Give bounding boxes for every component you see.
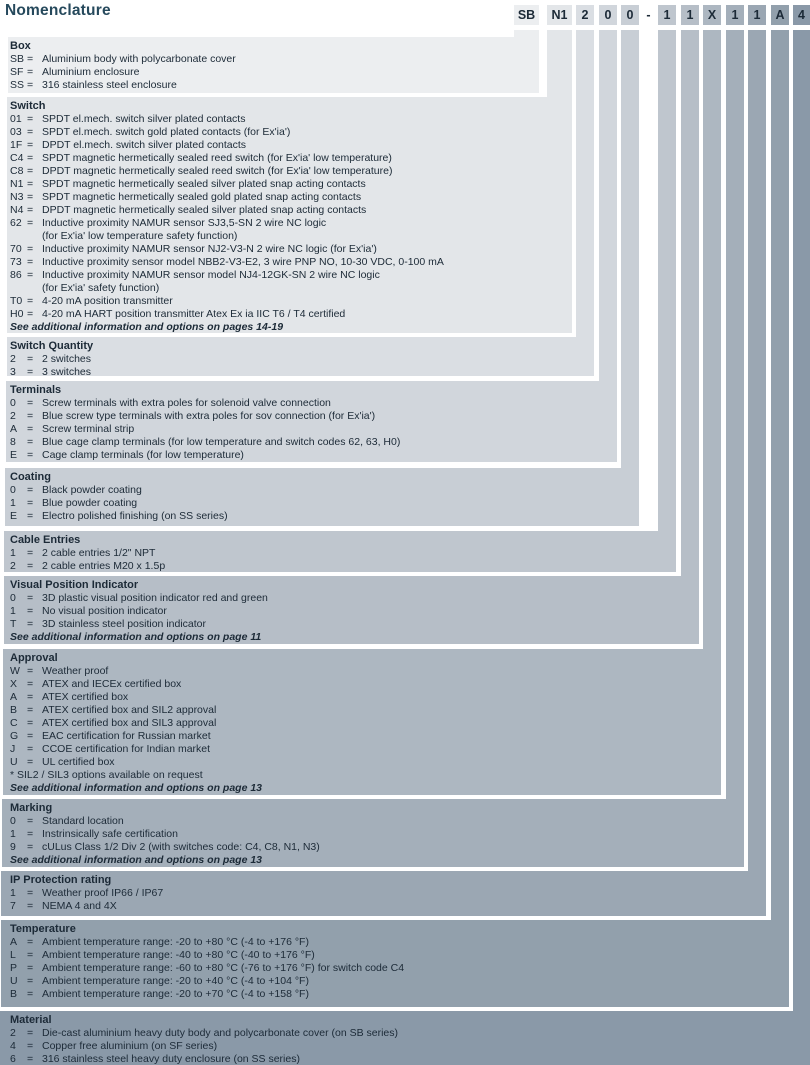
equals-sign bbox=[27, 230, 42, 243]
section-title: Coating bbox=[10, 471, 51, 483]
code-box-X-7: X bbox=[703, 5, 721, 25]
code-description: Electro polished finishing (on SS series) bbox=[42, 510, 228, 522]
equals-sign: = bbox=[27, 366, 34, 378]
code-value: G bbox=[10, 730, 19, 742]
code-column-strip-7 bbox=[703, 30, 721, 649]
code-value: W bbox=[10, 665, 20, 677]
code-row bbox=[10, 665, 721, 678]
code-description: Copper free aluminium (on SF series) bbox=[42, 1040, 218, 1052]
equals-sign: = bbox=[27, 113, 34, 125]
code-box-4-11: 4 bbox=[793, 5, 810, 25]
code-row bbox=[10, 79, 539, 92]
code-value: 0 bbox=[10, 484, 16, 496]
section-note: See additional information and options on pages 14-19 bbox=[10, 321, 284, 333]
code-value: C bbox=[10, 717, 18, 729]
code-value: A bbox=[10, 423, 18, 435]
section-title: Approval bbox=[10, 652, 58, 664]
equals-sign: = bbox=[27, 975, 34, 987]
code-row bbox=[10, 410, 617, 423]
code-row bbox=[10, 126, 572, 139]
section-title: Marking bbox=[10, 802, 53, 814]
code-value: H0 bbox=[10, 308, 24, 320]
equals-sign: = bbox=[27, 410, 34, 422]
equals-sign: = bbox=[27, 1027, 34, 1039]
code-value: 2 bbox=[10, 1027, 16, 1039]
code-row bbox=[10, 678, 721, 691]
code-description: 4-20 mA position transmitter bbox=[42, 295, 173, 307]
section-band-3 bbox=[6, 381, 617, 462]
code-value: 2 bbox=[10, 410, 16, 422]
code-description: SPDT magnetic hermetically sealed gold plated snap acting contacts bbox=[42, 191, 362, 203]
code-value: N1 bbox=[10, 178, 24, 190]
code-value: N4 bbox=[10, 204, 24, 216]
code-description: CCOE certification for Indian market bbox=[42, 743, 211, 755]
equals-sign: = bbox=[27, 79, 34, 91]
code-row bbox=[10, 691, 721, 704]
code-value: 3 bbox=[10, 366, 16, 378]
code-description: Inductive proximity sensor model NBB2-V3-E2, 3 wire PNP NO, 10-30 VDC, 0-100 mA bbox=[42, 256, 444, 268]
code-value bbox=[10, 230, 27, 243]
equals-sign: = bbox=[27, 256, 34, 268]
code-row bbox=[10, 204, 572, 217]
code-value: A bbox=[10, 936, 18, 948]
code-value: T bbox=[10, 618, 17, 630]
code-value: U bbox=[10, 975, 18, 987]
code-description: 3D stainless steel position indicator bbox=[42, 618, 207, 630]
code-description: (for Ex'ia' low temperature safety function) bbox=[42, 230, 238, 242]
code-value: 1F bbox=[10, 139, 23, 151]
code-description: 3D plastic visual position indicator red and green bbox=[42, 592, 268, 604]
code-description: 316 stainless steel enclosure bbox=[42, 79, 177, 91]
equals-sign: = bbox=[27, 423, 34, 435]
section-title: Switch bbox=[10, 100, 46, 112]
code-value: B bbox=[10, 704, 18, 716]
code-value: 2 bbox=[10, 353, 16, 365]
code-value: B bbox=[10, 988, 18, 1000]
code-description: Aluminium body with polycarbonate cover bbox=[42, 53, 236, 65]
code-value: 1 bbox=[10, 887, 16, 899]
code-value: P bbox=[10, 962, 18, 974]
code-value: 0 bbox=[10, 592, 16, 604]
code-description: NEMA 4 and 4X bbox=[42, 900, 117, 912]
code-row bbox=[10, 230, 572, 243]
code-row bbox=[10, 936, 789, 949]
code-row bbox=[10, 975, 789, 988]
code-description: Die-cast aluminium heavy duty body and polycarbonate cover (on SB series) bbox=[42, 1027, 399, 1039]
code-description: Inductive proximity NAMUR sensor model NJ4-12GK-SN 2 wire NC logic bbox=[42, 269, 380, 281]
code-description: (for Ex'ia' safety function) bbox=[42, 282, 160, 294]
code-value: 1 bbox=[10, 828, 16, 840]
section-band-4 bbox=[5, 468, 639, 526]
code-row bbox=[10, 592, 699, 605]
section-content bbox=[6, 381, 617, 462]
section-band-6 bbox=[4, 576, 699, 644]
code-value: 1 bbox=[10, 497, 16, 509]
section-content bbox=[4, 531, 676, 573]
equals-sign: = bbox=[27, 717, 34, 729]
code-value bbox=[10, 282, 27, 295]
code-description: cULus Class 1/2 Div 2 (with switches code: C4, C8, N1, N3) bbox=[42, 841, 320, 853]
equals-sign: = bbox=[27, 756, 34, 768]
equals-sign: = bbox=[27, 243, 34, 255]
equals-sign: = bbox=[27, 618, 34, 630]
code-value: SB bbox=[10, 53, 25, 65]
code-row bbox=[10, 256, 572, 269]
code-description: Cage clamp terminals (for low temperature) bbox=[42, 449, 244, 461]
code-row bbox=[10, 366, 594, 379]
code-column-strip-5 bbox=[658, 30, 676, 531]
code-box-1-5: 1 bbox=[658, 5, 676, 25]
code-value: 7 bbox=[10, 900, 16, 912]
code-row bbox=[10, 436, 617, 449]
section-content bbox=[2, 799, 744, 867]
code-row bbox=[10, 717, 721, 730]
section-title: Switch Quantity bbox=[10, 340, 94, 352]
section-content bbox=[4, 576, 699, 644]
code-row bbox=[10, 217, 572, 230]
section-band-2 bbox=[7, 337, 594, 376]
code-row bbox=[10, 308, 572, 321]
code-value: 1 bbox=[10, 605, 16, 617]
equals-sign: = bbox=[27, 704, 34, 716]
code-value: 73 bbox=[10, 256, 22, 268]
code-column-strip-4 bbox=[621, 30, 639, 468]
code-row bbox=[10, 605, 699, 618]
code-description: 3 switches bbox=[42, 366, 92, 378]
equals-sign: = bbox=[27, 605, 34, 617]
code-row bbox=[10, 1053, 810, 1065]
section-note: See additional information and options on page 13 bbox=[10, 782, 263, 794]
code-description: Inductive proximity NAMUR sensor NJ2-V3-N 2 wire NC logic (for Ex'ia') bbox=[42, 243, 377, 255]
code-row bbox=[10, 397, 617, 410]
code-description: Standard location bbox=[42, 815, 124, 827]
code-description: Inductive proximity NAMUR sensor SJ3,5-SN 2 wire NC logic bbox=[42, 217, 327, 229]
equals-sign: = bbox=[27, 269, 34, 281]
code-description: Ambient temperature range: -60 to +80 °C (-76 to +176 °F) for switch code C4 bbox=[42, 962, 405, 974]
code-description: Instrinsically safe certification bbox=[42, 828, 178, 840]
code-row bbox=[10, 269, 572, 282]
code-value: 01 bbox=[10, 113, 22, 125]
code-description: Blue powder coating bbox=[42, 497, 138, 509]
code-value: E bbox=[10, 449, 18, 461]
code-description: 316 stainless steel heavy duty enclosure (on SS series) bbox=[42, 1053, 300, 1065]
section-band-5 bbox=[4, 531, 676, 572]
code-value: A bbox=[10, 691, 18, 703]
equals-sign: = bbox=[27, 397, 34, 409]
equals-sign: = bbox=[27, 484, 34, 496]
code-description: Screw terminals with extra poles for solenoid valve connection bbox=[42, 397, 331, 409]
section-content bbox=[5, 468, 639, 523]
code-row bbox=[10, 449, 617, 462]
code-box-N1-1: N1 bbox=[547, 5, 572, 25]
section-title: Cable Entries bbox=[10, 534, 81, 546]
code-row bbox=[10, 743, 721, 756]
section-content bbox=[8, 37, 539, 92]
equals-sign: = bbox=[27, 815, 34, 827]
code-row bbox=[10, 53, 539, 66]
code-row bbox=[10, 887, 766, 900]
code-description: DPDT magnetic hermetically sealed reed switch (for Ex'ia' low temperature) bbox=[42, 165, 393, 177]
section-band-1 bbox=[7, 97, 572, 333]
code-value: 0 bbox=[10, 815, 16, 827]
section-title: Visual Position Indicator bbox=[10, 579, 139, 591]
section-band-11 bbox=[0, 1011, 810, 1065]
code-value: U bbox=[10, 756, 18, 768]
equals-sign: = bbox=[27, 900, 34, 912]
code-row bbox=[10, 900, 766, 913]
code-row bbox=[10, 497, 639, 510]
section-title: IP Protection rating bbox=[10, 874, 112, 886]
code-description: Weather proof IP66 / IP67 bbox=[42, 887, 164, 899]
code-description: SPDT magnetic hermetically sealed reed switch (for Ex'ia' low temperature) bbox=[42, 152, 392, 164]
code-row bbox=[10, 510, 639, 523]
code-box-1-9: 1 bbox=[748, 5, 766, 25]
code-description: Ambient temperature range: -40 to +80 °C (-40 to +176 °F) bbox=[42, 949, 315, 961]
code-row bbox=[10, 295, 572, 308]
section-band-0 bbox=[8, 37, 539, 93]
equals-sign: = bbox=[27, 53, 34, 65]
section-content bbox=[3, 649, 721, 795]
code-description: DPDT magnetic hermetically sealed silver plated snap acting contacts bbox=[42, 204, 367, 216]
equals-sign: = bbox=[27, 547, 34, 559]
code-row bbox=[10, 282, 572, 295]
code-value: 1 bbox=[10, 547, 16, 559]
code-description: Black powder coating bbox=[42, 484, 142, 496]
code-value: X bbox=[10, 678, 18, 690]
equals-sign: = bbox=[27, 962, 34, 974]
code-value: 86 bbox=[10, 269, 22, 281]
code-row bbox=[10, 353, 594, 366]
code-description: ATEX and IECEx certified box bbox=[42, 678, 182, 690]
code-description: Screw terminal strip bbox=[42, 423, 135, 435]
code-row bbox=[10, 949, 789, 962]
code-box-1-8: 1 bbox=[726, 5, 744, 25]
code-description: SPDT el.mech. switch silver plated contacts bbox=[42, 113, 246, 125]
code-value: SS bbox=[10, 79, 25, 91]
code-value: 6 bbox=[10, 1053, 16, 1065]
equals-sign: = bbox=[27, 126, 34, 138]
code-row bbox=[10, 618, 699, 631]
equals-sign: = bbox=[27, 449, 34, 461]
equals-sign: = bbox=[27, 510, 34, 522]
equals-sign: = bbox=[27, 665, 34, 677]
code-row bbox=[10, 730, 721, 743]
section-note: See additional information and options on page 11 bbox=[10, 631, 262, 643]
code-value: 8 bbox=[10, 436, 16, 448]
code-description: Ambient temperature range: -20 to +70 °C (-4 to +158 °F) bbox=[42, 988, 309, 1000]
code-description: No visual position indicator bbox=[42, 605, 167, 617]
code-description: 2 cable entries M20 x 1.5p bbox=[42, 560, 166, 572]
code-value: T0 bbox=[10, 295, 23, 307]
code-row bbox=[10, 243, 572, 256]
code-value: L bbox=[10, 949, 16, 961]
code-row bbox=[10, 484, 639, 497]
code-value: 9 bbox=[10, 841, 16, 853]
equals-sign: = bbox=[27, 204, 34, 216]
section-band-10 bbox=[1, 920, 789, 1007]
code-description: 4-20 mA HART position transmitter Atex Ex ia IIC T6 / T4 certified bbox=[42, 308, 346, 320]
code-value: 03 bbox=[10, 126, 22, 138]
code-description: Blue cage clamp terminals (for low temperature and switch codes 62, 63, H0) bbox=[42, 436, 401, 448]
equals-sign: = bbox=[27, 841, 34, 853]
equals-sign: = bbox=[27, 560, 34, 572]
equals-sign: = bbox=[27, 217, 34, 229]
code-column-strip-1 bbox=[547, 30, 572, 97]
code-row bbox=[10, 828, 744, 841]
code-description: Blue screw type terminals with extra poles for sov connection (for Ex'ia') bbox=[42, 410, 376, 422]
code-box-0-3: 0 bbox=[599, 5, 617, 25]
section-note: See additional information and options on page 13 bbox=[10, 854, 263, 866]
code-column-strip-2 bbox=[576, 30, 594, 337]
section-band-8 bbox=[2, 799, 744, 867]
equals-sign: = bbox=[27, 139, 34, 151]
code-description: EAC certification for Russian market bbox=[42, 730, 211, 742]
code-row bbox=[10, 191, 572, 204]
code-box-A-10: A bbox=[771, 5, 789, 25]
code-value: C8 bbox=[10, 165, 24, 177]
section-content bbox=[7, 337, 594, 379]
section-content bbox=[0, 1011, 810, 1065]
code-description: SPDT el.mech. switch gold plated contacts (for Ex'ia') bbox=[42, 126, 291, 138]
equals-sign: = bbox=[27, 743, 34, 755]
code-column-strip-11 bbox=[793, 30, 810, 1011]
code-row bbox=[10, 423, 617, 436]
code-description: 2 switches bbox=[42, 353, 92, 365]
code-row bbox=[10, 547, 676, 560]
page-title: Nomenclature bbox=[5, 2, 111, 19]
code-row bbox=[10, 815, 744, 828]
section-band-9 bbox=[1, 871, 766, 916]
code-row bbox=[10, 152, 572, 165]
code-column-strip-6 bbox=[681, 30, 699, 576]
code-value: 4 bbox=[10, 1040, 16, 1052]
section-title: Temperature bbox=[10, 923, 76, 935]
equals-sign: = bbox=[27, 152, 34, 164]
equals-sign: = bbox=[27, 165, 34, 177]
equals-sign: = bbox=[27, 308, 34, 320]
code-column-strip-0 bbox=[514, 30, 539, 37]
code-row bbox=[10, 165, 572, 178]
code-box-SB-0: SB bbox=[514, 5, 539, 25]
code-description: Ambient temperature range: -20 to +80 °C (-4 to +176 °F) bbox=[42, 936, 309, 948]
code-column-strip-3 bbox=[599, 30, 617, 381]
code-column-strip-8 bbox=[726, 30, 744, 799]
code-value: J bbox=[10, 743, 16, 755]
equals-sign: = bbox=[27, 936, 34, 948]
code-value: C4 bbox=[10, 152, 24, 164]
code-row bbox=[10, 704, 721, 717]
equals-sign: = bbox=[27, 497, 34, 509]
section-content bbox=[1, 920, 789, 1001]
equals-sign: = bbox=[27, 1040, 34, 1052]
equals-sign: = bbox=[27, 691, 34, 703]
code-description: ATEX certified box and SIL2 approval bbox=[42, 704, 217, 716]
equals-sign: = bbox=[27, 191, 34, 203]
code-description: SPDT magnetic hermetically sealed silver plated snap acting contacts bbox=[42, 178, 366, 190]
code-value: E bbox=[10, 510, 18, 522]
code-description: Ambient temperature range: -20 to +40 °C (-4 to +104 °F) bbox=[42, 975, 309, 987]
code-row bbox=[10, 66, 539, 79]
equals-sign: = bbox=[27, 887, 34, 899]
section-title: Terminals bbox=[10, 384, 62, 396]
equals-sign: = bbox=[27, 1053, 34, 1065]
code-value: 2 bbox=[10, 560, 16, 572]
section-title: Box bbox=[10, 40, 31, 52]
equals-sign: = bbox=[27, 66, 34, 78]
equals-sign: = bbox=[27, 678, 34, 690]
code-value: 0 bbox=[10, 397, 16, 409]
code-column-strip-9 bbox=[748, 30, 766, 871]
code-value: SF bbox=[10, 66, 24, 78]
equals-sign: = bbox=[27, 828, 34, 840]
code-box-0-4: 0 bbox=[621, 5, 639, 25]
code-value: N3 bbox=[10, 191, 24, 203]
equals-sign: = bbox=[27, 353, 34, 365]
code-row bbox=[10, 841, 744, 854]
equals-sign: = bbox=[27, 295, 34, 307]
equals-sign: = bbox=[27, 436, 34, 448]
code-description: Aluminium enclosure bbox=[42, 66, 140, 78]
code-separator-dash: - bbox=[646, 8, 651, 22]
code-row bbox=[10, 139, 572, 152]
code-row bbox=[10, 113, 572, 126]
equals-sign: = bbox=[27, 178, 34, 190]
code-row bbox=[10, 1040, 810, 1053]
section-band-7 bbox=[3, 649, 721, 795]
section-footnote: * SIL2 / SIL3 options available on request bbox=[10, 769, 203, 781]
code-description: ATEX certified box and SIL3 approval bbox=[42, 717, 217, 729]
code-row bbox=[10, 1027, 810, 1040]
code-row bbox=[10, 988, 789, 1001]
code-box-2-2: 2 bbox=[576, 5, 594, 25]
code-description: UL certified box bbox=[42, 756, 115, 768]
code-description: ATEX certified box bbox=[42, 691, 129, 703]
code-row bbox=[10, 756, 721, 769]
section-title: Material bbox=[10, 1014, 52, 1026]
equals-sign bbox=[27, 282, 42, 295]
code-value: 70 bbox=[10, 243, 22, 255]
equals-sign: = bbox=[27, 949, 34, 961]
equals-sign: = bbox=[27, 592, 34, 604]
code-value: 62 bbox=[10, 217, 22, 229]
equals-sign: = bbox=[27, 988, 34, 1000]
code-column-strip-10 bbox=[771, 30, 789, 920]
code-row bbox=[10, 560, 676, 573]
section-content bbox=[7, 97, 572, 334]
section-content bbox=[1, 871, 766, 913]
code-row bbox=[10, 962, 789, 975]
code-description: Weather proof bbox=[42, 665, 109, 677]
code-description: 2 cable entries 1/2" NPT bbox=[42, 547, 156, 559]
code-description: DPDT el.mech. switch silver plated contacts bbox=[42, 139, 247, 151]
code-box-1-6: 1 bbox=[681, 5, 699, 25]
code-row bbox=[10, 178, 572, 191]
equals-sign: = bbox=[27, 730, 34, 742]
